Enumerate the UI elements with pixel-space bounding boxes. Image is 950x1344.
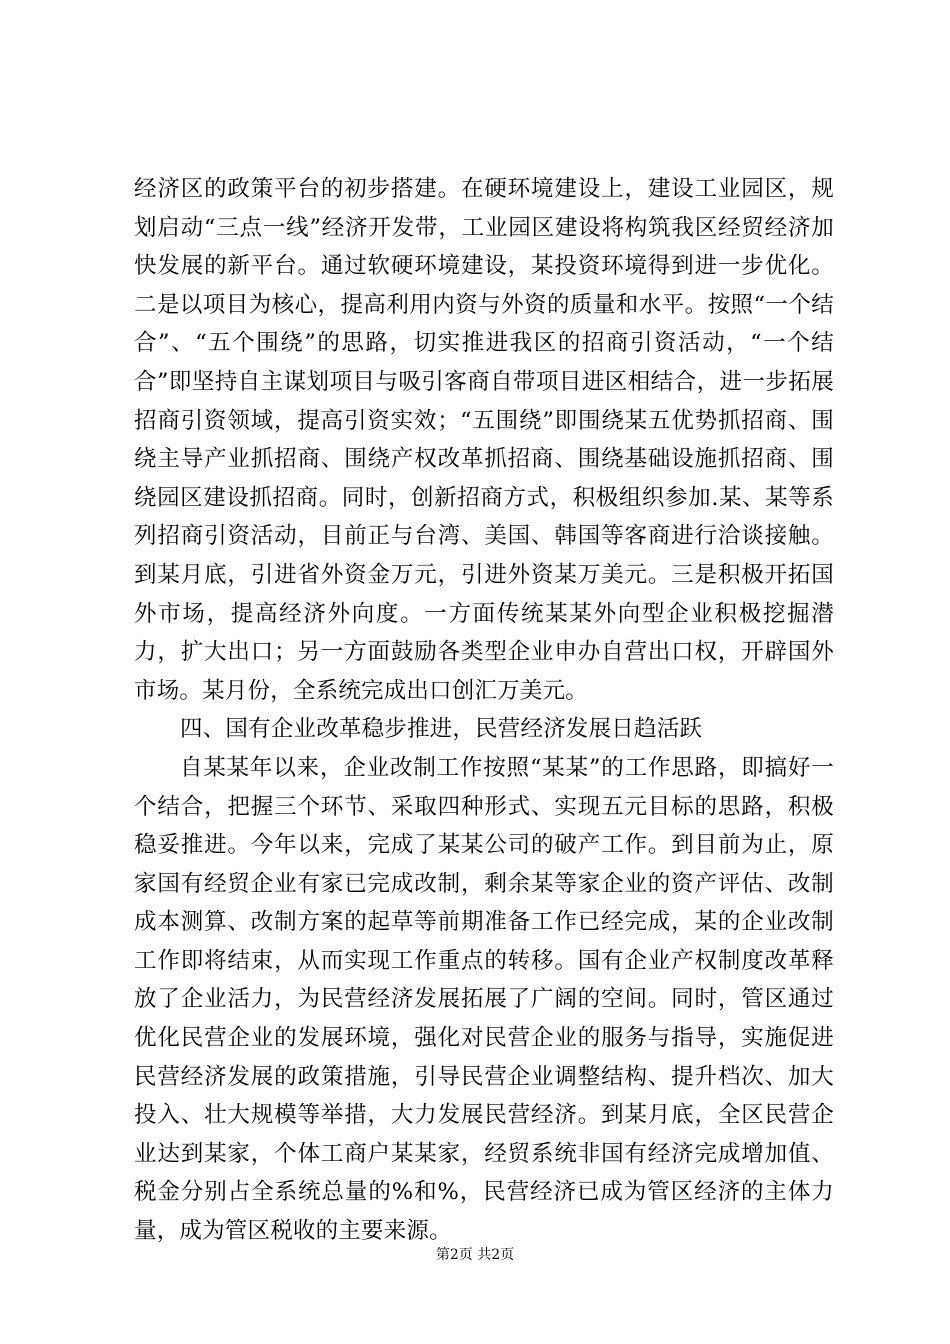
page-footer: 第2页 共2页 <box>435 1247 515 1263</box>
document-body <box>134 170 834 1251</box>
paragraph-enterprise-reform: 自某某年以来，企业改制工作按照“某某”的工作思路，即搞好一个结合，把握三个环节、采取四种形式、实现五元目标的思路，积极稳妥推进。今年以来，完成了某某公司的破产工作。到目前为止，原家国有经贸企业有家已完成改制，剩余某等家企业的资产评估、改制成本测算、改制方案的起草等前期准备工作已经完成，某的企业改制工作即将结束，从而实现工作重点的转移。国有企业产权制度改革释放了企业活力，为民营经济发展拓展了广阔的空间。同时，管区通过优化民营企业的发展环境，强化对民营企业的服务与指导，实施促进民营经济发展的政策措施，引导民营企业调整结构、提升档次、加大投入、壮大规模等举措，大力发展民营经济。到某月底，全区民营企业达到某家，个体工商户某某家，经贸系统非国有经济完成增加值、税金分别占全系统总量的%和%，民营经济已成为管区经济的主体力量，成为管区税收的主要来源。 <box>134 754 834 1245</box>
section-heading-state-enterprise-reform: 四、国有企业改革稳步推进，民营经济发展日趋活跃 <box>180 716 703 743</box>
paragraph-policy-platform: 经济区的政策平台的初步搭建。在硬环境建设上，建设工业园区，规划启动“三点一线”经济开发带，工业园区建设将构筑我区经贸经济加快发展的新平台。通过软硬环境建设，某投资环境得到进一步优化。二是以项目为核心，提高利用内资与外资的质量和水平。按照“一个结合”、“五个围绕”的思路，切实推进我区的招商引资活动，“一个结合”即坚持自主谋划项目与吸引客商自带项目进区相结合，进一步拓展招商引资领域，提高引资实效；“五围绕”即围绕某五优势抓招商、围绕主导产业抓招商、围绕产权改革抓招商、围绕基础设施抓招商、围绕园区建设抓招商。同时，创新招商方式，积极组织参加.某、某等系列招商引资活动，目前正与台湾、美国、韩国等客商进行洽谈接触。到某月底，引进省外资金万元，引进外资某万美元。三是积极开拓国外市场，提高经济外向度。一方面传统某某外向型企业积极挖掘潜力，扩大出口；另一方面鼓励各类型企业申办自营出口权，开辟国外市场。某月份，全系统完成出口创汇万美元。 <box>134 176 834 704</box>
